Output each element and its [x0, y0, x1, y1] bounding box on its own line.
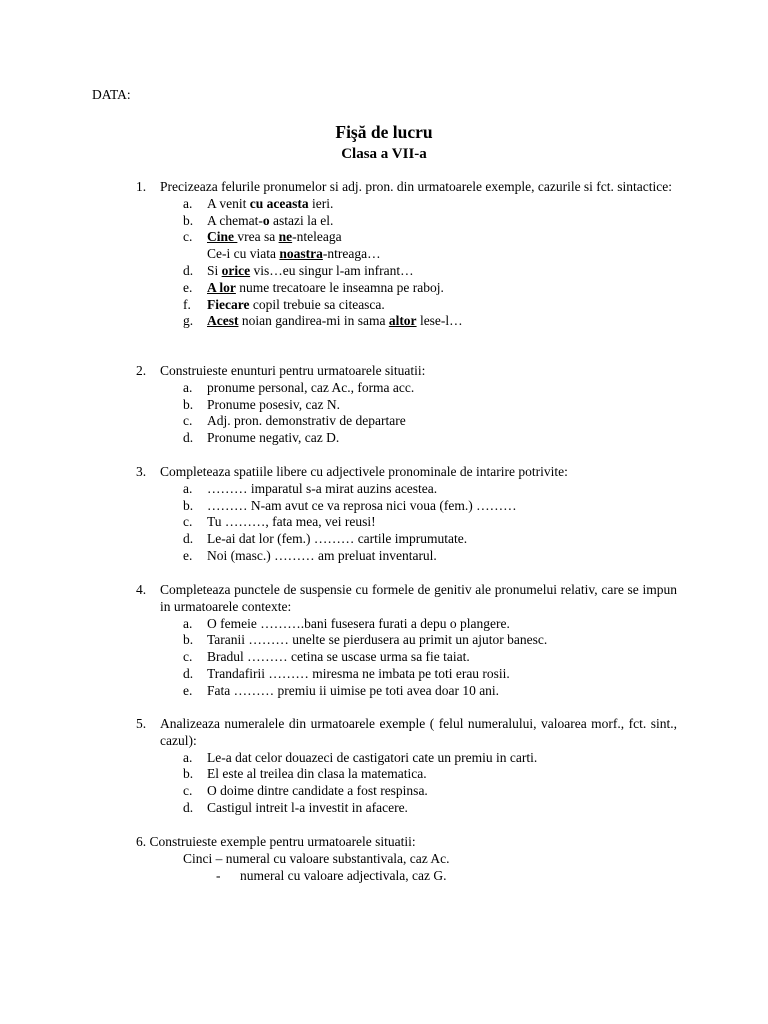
question-1-item-d — [136, 263, 677, 280]
item-highlight: Acest — [207, 313, 239, 329]
list-item — [136, 481, 677, 498]
item-text: Castigul intreit l-a investit in afacere. — [207, 799, 408, 815]
item-letter: a. — [183, 749, 193, 765]
page-subtitle: Clasa a VII-a — [341, 146, 427, 162]
item-letter: b. — [183, 632, 194, 648]
item-text: pronume personal, caz Ac., forma acc. — [207, 379, 415, 395]
question-1-item-f — [136, 297, 677, 314]
item-letter: b. — [183, 766, 194, 782]
list-item — [136, 766, 677, 783]
item-highlight: o — [262, 212, 270, 228]
item-text: Pronume negativ, caz D. — [207, 430, 340, 446]
question-5 — [136, 716, 677, 817]
question-2-items — [136, 380, 677, 447]
item-text: Si — [207, 262, 222, 278]
question-1-item-c — [136, 229, 677, 246]
question-4-number: 4. — [136, 582, 147, 597]
item-text: ……… N-am avut ce va reprosa nici voua (fem.) ……… — [207, 497, 517, 513]
question-2 — [136, 363, 677, 447]
item-letter: d. — [183, 430, 194, 446]
item-highlight: orice — [221, 262, 251, 278]
question-1 — [136, 179, 677, 330]
item-letter: b. — [183, 396, 194, 412]
question-6-line-1: Cinci – numeral cu valoare substantivala, caz Ac. — [183, 850, 450, 866]
item-letter: a. — [183, 480, 193, 496]
item-highlight: Fiecare — [207, 296, 250, 312]
date-label: DATA: — [92, 87, 131, 102]
question-3-number: 3. — [136, 464, 147, 479]
list-item — [136, 413, 677, 430]
item-text: astazi la el. — [269, 212, 334, 228]
item-letter: c. — [183, 783, 193, 799]
item-text: Pronume posesiv, caz N. — [207, 396, 340, 412]
question-1-item-e — [136, 280, 677, 297]
item-text: A venit — [207, 195, 250, 211]
question-3-text: Completeaza spatiile libere cu adjectivele pronominale de intarire potrivite: — [160, 464, 568, 479]
question-1-text: Precizeaza felurile pronumelor si adj. pron. din urmatoarele exemple, cazurile si fct. sintactice: — [160, 179, 673, 194]
question-4 — [136, 582, 677, 700]
item-letter: c. — [183, 649, 193, 665]
question-4-text: Completeaza punctele de suspensie cu formele de genitiv ale pronumelui relativ, care se impun in urmatoarele contexte: — [160, 582, 677, 614]
list-item — [136, 783, 677, 800]
question-6-line-2-text: numeral cu valoare adjectivala, caz G. — [240, 867, 447, 883]
item-text: Le-ai dat lor (fem.) ……… cartile imprumutate. — [207, 531, 468, 547]
list-item — [136, 750, 677, 767]
list-item — [136, 616, 677, 633]
list-item — [136, 514, 677, 531]
question-2-number: 2. — [136, 363, 147, 378]
question-6-text: 6. Construieste exemple pentru urmatoarele situatii: — [136, 834, 416, 849]
item-text: Tu ………, fata mea, vei reusi! — [207, 514, 376, 530]
item-text: Le-a dat celor douazeci de castigatori cate un premiu in carti. — [207, 749, 538, 765]
item-text: ……… imparatul s-a mirat auzins acestea. — [207, 480, 438, 496]
question-5-text: Analizeaza numeralele din urmatoarele exemple ( felul numeralului, valoarea morf., fct. sint., cazul): — [160, 716, 677, 748]
item-letter: d. — [183, 799, 194, 815]
item-text: A chemat- — [207, 212, 263, 228]
question-3 — [136, 464, 677, 565]
question-1-item-b — [136, 213, 677, 230]
question-3-items — [136, 481, 677, 565]
list-item — [136, 498, 677, 515]
item-text: Bradul ……… cetina se uscase urma sa fie taiat. — [207, 649, 470, 665]
item-letter: b. — [183, 497, 194, 513]
question-3-header — [136, 464, 677, 481]
question-6 — [136, 834, 677, 884]
item-text: Ce-i cu viata — [207, 246, 280, 262]
item-text: Trandafirii ……… miresma ne imbata pe toti erau rosii. — [207, 665, 510, 681]
list-item — [136, 632, 677, 649]
item-letter: c. — [183, 229, 193, 245]
item-highlight: A lor — [207, 279, 236, 295]
item-letter: a. — [183, 379, 193, 395]
item-text: O doime dintre candidate a fost respinsa. — [207, 783, 428, 799]
item-letter: c. — [183, 514, 193, 530]
item-text: El este al treilea din clasa la matematica. — [207, 766, 427, 782]
item-text: noian gandirea-mi in sama — [238, 313, 389, 329]
item-letter: g. — [183, 313, 194, 329]
dash-bullet: - — [216, 867, 221, 883]
list-item — [136, 666, 677, 683]
item-text: vis…eu singur l-am infrant… — [250, 262, 414, 278]
item-text: -ntreaga… — [322, 246, 381, 262]
question-6-line-2 — [136, 868, 677, 885]
item-letter: b. — [183, 212, 194, 228]
item-text: vrea sa — [237, 229, 279, 245]
item-highlight: ne — [278, 229, 293, 245]
item-letter: d. — [183, 262, 194, 278]
item-text: Taranii ……… unelte se pierdusera au primit un ajutor banesc. — [207, 632, 548, 648]
question-5-items — [136, 750, 677, 817]
item-highlight: altor — [388, 313, 417, 329]
question-2-header — [136, 363, 677, 380]
question-1-header — [136, 179, 677, 196]
item-letter: c. — [183, 413, 193, 429]
item-letter: e. — [183, 279, 193, 295]
item-text: nume trecatoare le inseamna pe raboj. — [235, 279, 444, 295]
item-highlight: Cine — [207, 229, 238, 245]
item-text: Noi (masc.) ……… am preluat inventarul. — [207, 547, 437, 563]
question-4-items — [136, 616, 677, 700]
question-5-number: 5. — [136, 716, 147, 731]
item-text: -nteleaga — [292, 229, 342, 245]
item-letter: a. — [183, 195, 193, 211]
question-1-item-g — [136, 313, 677, 330]
question-5-header — [136, 716, 677, 750]
item-letter: d. — [183, 665, 194, 681]
question-2-text: Construieste enunturi pentru urmatoarele situatii: — [160, 363, 426, 378]
question-1-item-a — [136, 196, 677, 213]
item-letter: e. — [183, 547, 193, 563]
item-letter: d. — [183, 531, 194, 547]
list-item — [136, 800, 677, 817]
question-4-header — [136, 582, 677, 616]
list-item — [136, 649, 677, 666]
item-text: lese-l… — [416, 313, 463, 329]
page-title: Fişă de lucru — [335, 122, 433, 142]
item-text: O femeie ……….bani fusesera furati a depu o plangere. — [207, 615, 510, 631]
item-text: Adj. pron. demonstrativ de departare — [207, 413, 406, 429]
item-text: ieri. — [308, 195, 334, 211]
question-1-items — [136, 196, 677, 330]
item-letter: e. — [183, 682, 193, 698]
list-item — [136, 397, 677, 414]
list-item — [136, 531, 677, 548]
list-item — [136, 430, 677, 447]
item-highlight: noastra — [279, 246, 323, 262]
list-item — [136, 683, 677, 700]
item-highlight: cu aceasta — [249, 195, 309, 211]
item-letter: a. — [183, 615, 193, 631]
question-1-item-c-continued — [136, 246, 677, 263]
item-text: Fata ……… premiu ii uimise pe toti avea doar 10 ani. — [207, 682, 500, 698]
item-letter: f. — [183, 296, 191, 312]
list-item — [136, 380, 677, 397]
question-1-number: 1. — [136, 179, 147, 194]
item-text: copil trebuie sa citeasca. — [249, 296, 385, 312]
list-item — [136, 548, 677, 565]
